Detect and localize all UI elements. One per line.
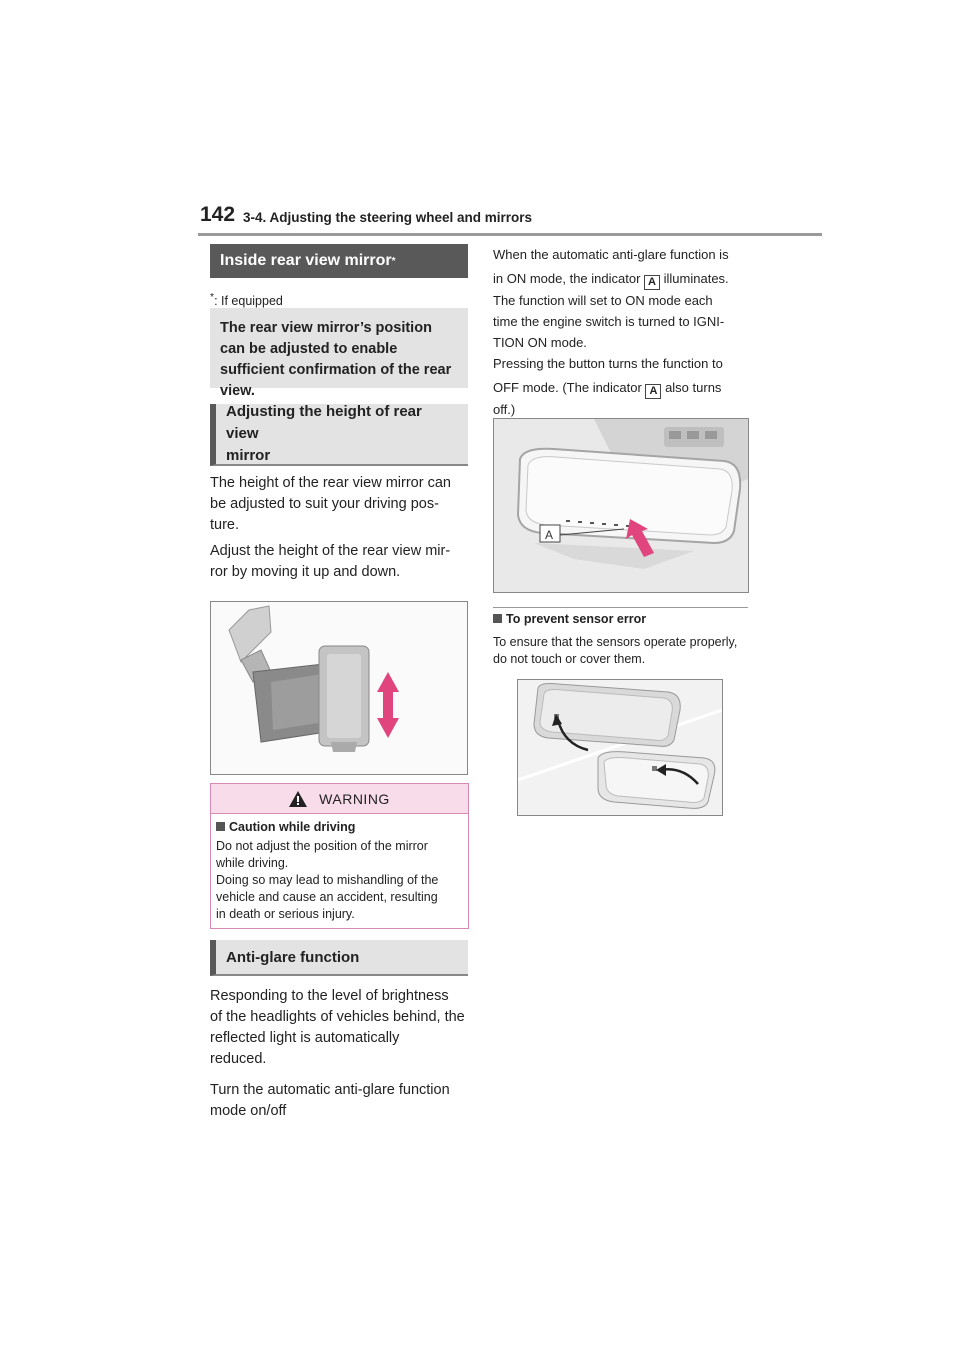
text-span: in ON mode, the indicator: [493, 271, 645, 286]
text-span: illuminates.: [660, 271, 729, 286]
warning-header: [211, 784, 468, 814]
intro-text: The rear view mirror’s position can be adjusted to enable sufficient confirmation of the rear view.: [220, 320, 452, 399]
text-span: also turns: [661, 380, 722, 395]
text-line: When the automatic anti-glare function is: [493, 247, 729, 262]
chapter-title: 3-4. Adjusting the steering wheel and mirrors: [243, 210, 533, 225]
warning-heading: [216, 820, 463, 834]
text-line: in death or serious injury.: [216, 907, 355, 921]
antiglare-paragraph-1: [210, 986, 465, 1070]
header-divider: [198, 233, 822, 236]
text-line: be adjusted to suit your driving pos-: [210, 496, 439, 512]
warning-heading-text: Caution while driving: [229, 820, 356, 834]
antiglare-title: Anti-glare function: [226, 948, 360, 966]
sensor-heading: [493, 612, 646, 626]
antiglare-figure: [493, 418, 749, 593]
sensor-text: [493, 634, 755, 668]
asterisk: *: [391, 255, 396, 267]
height-title-l1: Adjusting the height of rear view: [226, 403, 422, 442]
height-heading: [210, 404, 468, 466]
sensor-figure: [517, 679, 723, 816]
inside-mirror-heading: [210, 244, 468, 278]
text-line: while driving.: [216, 856, 289, 870]
intro-box: [210, 308, 468, 399]
square-bullet-icon: [493, 614, 502, 623]
indicator-callout: A: [644, 275, 660, 290]
text-line: Turn the automatic anti-glare function: [210, 1082, 450, 1098]
text-line: The height of the rear view mirror can: [210, 475, 451, 491]
up-down-arrow-icon: [377, 672, 399, 738]
text-line: The function will set to ON mode each: [493, 293, 713, 308]
height-paragraph-1: [210, 473, 451, 536]
sensor-heading-text: To prevent sensor error: [506, 612, 647, 626]
warning-box: [210, 783, 469, 929]
text-line: To ensure that the sensors operate properly,: [493, 635, 738, 649]
footnote-mark: *: [210, 292, 215, 303]
text-line: reduced.: [210, 1051, 267, 1067]
text-line: reflected light is automatically: [210, 1030, 400, 1046]
antiglare-heading: [210, 940, 468, 976]
text-span: OFF mode. (The indicator: [493, 380, 646, 395]
text-line: ror by moving it up and down.: [210, 564, 401, 580]
text-line: [493, 268, 753, 290]
indicator-callout: A: [645, 384, 661, 399]
warning-icon: [289, 791, 307, 807]
text-line: [493, 377, 753, 399]
height-title-l2: mirror: [226, 447, 271, 464]
sensor-location-illustration: [518, 680, 722, 815]
footnote-text: : If equipped: [214, 294, 283, 309]
text-line: Pressing the button turns the function to: [493, 356, 723, 371]
text-line: Responding to the level of brightness: [210, 988, 449, 1004]
text-line: vehicle and cause an accident, resulting: [216, 890, 438, 904]
mirror-height-illustration: [211, 602, 467, 774]
height-paragraph-2: [210, 541, 450, 583]
warning-body: [216, 838, 463, 923]
square-bullet-icon: [216, 822, 225, 831]
antiglare-paragraph-2: [210, 1080, 450, 1122]
inside-mirror-title: Inside rear view mirror: [220, 252, 392, 269]
text-line: of the headlights of vehicles behind, the: [210, 1009, 465, 1025]
figure-callout-a: A: [545, 528, 554, 542]
text-line: do not touch or cover them.: [493, 652, 646, 666]
sensor-divider: [493, 607, 748, 608]
text-line: Do not adjust the position of the mirror: [216, 839, 428, 853]
text-line: Adjust the height of the rear view mir-: [210, 543, 451, 559]
text-line: mode on/off: [210, 1103, 287, 1119]
text-line: ture.: [210, 517, 240, 533]
antiglare-explanation: [493, 244, 753, 420]
antiglare-mirror-illustration: [494, 419, 748, 592]
text-line: time the engine switch is turned to IGNI-: [493, 314, 725, 329]
page-number: 142: [200, 203, 236, 226]
warning-label: WARNING: [319, 790, 390, 807]
text-line: Doing so may lead to mishandling of the: [216, 873, 439, 887]
text-line: TION ON mode.: [493, 335, 587, 350]
text-line: off.): [493, 402, 516, 417]
mirror-height-figure: [210, 601, 468, 775]
footnote: [210, 292, 283, 308]
